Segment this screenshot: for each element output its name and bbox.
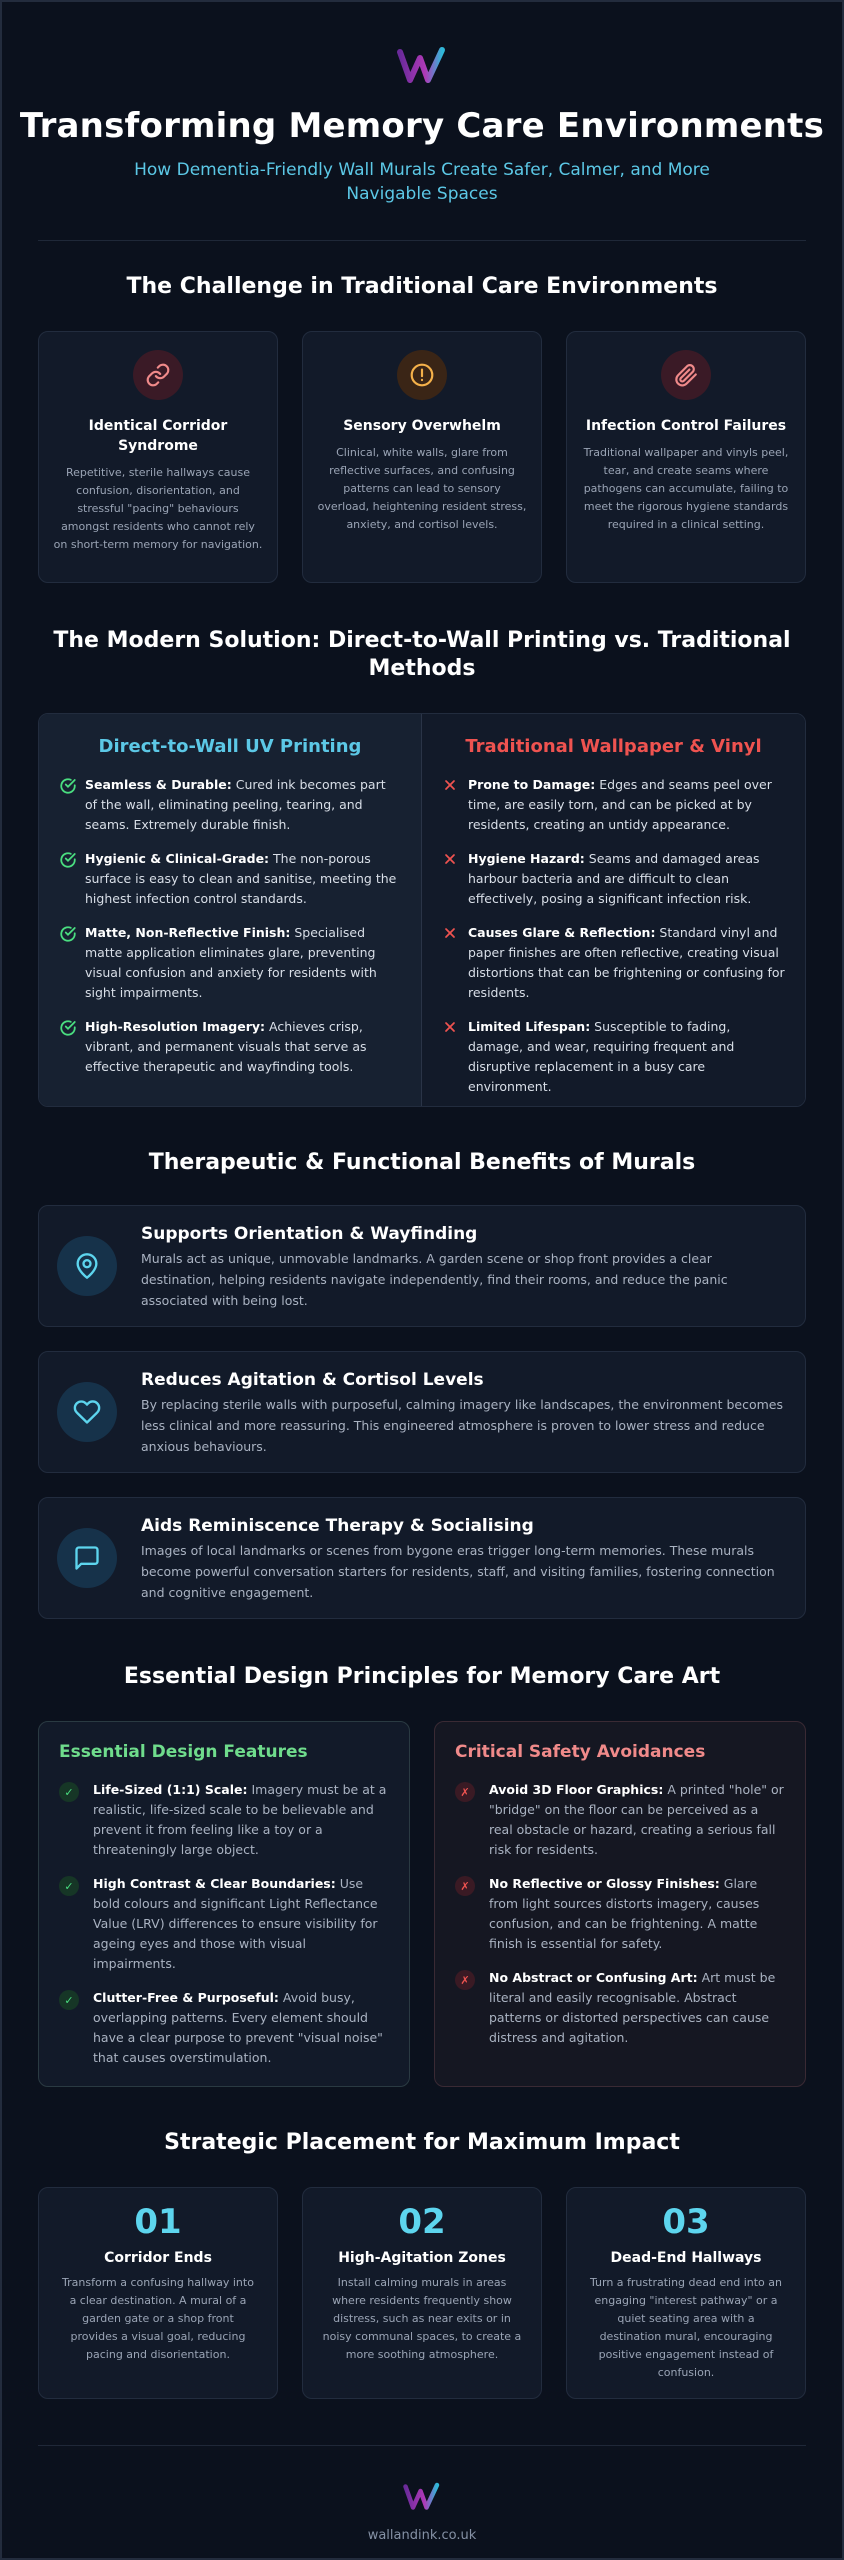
check-circle-icon [59, 1017, 85, 1077]
design-features-box [38, 1721, 410, 2087]
challenge-card-title: Sensory Overwhelm [343, 418, 501, 434]
comparison-item-head: Limited Lifespan: [468, 1019, 591, 1034]
link-icon [133, 350, 183, 400]
placement-card [38, 2187, 278, 2399]
comparison-con-item [442, 923, 785, 1003]
placement-desc: Turn a frustrating dead end into an engaging "interest pathway" or a quiet seating area with a destination mural, encouraging positive engagement instead of confusion. [589, 2276, 783, 2379]
challenge-card-title: Identical Corridor Syndrome [88, 418, 228, 454]
comparison-item-head: Prone to Damage: [468, 777, 596, 792]
benefits-section-title: Therapeutic & Functional Benefits of Murals [148, 1150, 696, 1175]
benefit-desc: Images of local landmarks or scenes from bygone eras trigger long-term memories. These murals become powerful conversation starters for residents, staff, and visiting families, fostering connection and cognitive engagement. [141, 1543, 775, 1600]
cross-icon: ✗ [455, 1876, 475, 1896]
placement-desc: Install calming murals in areas where residents frequently show distress, such as near exits or in noisy communal spaces, to create a more soothing atmosphere. [322, 2276, 522, 2361]
placement-card [302, 2187, 542, 2399]
design-item-text: Imagery must be at a realistic, life-sized scale to be believable and prevent it from feeling like a toy or a threateningly large object. [93, 1782, 387, 1857]
footer-website-link[interactable]: wallandink.co.uk [367, 2528, 477, 2543]
design-item-text: Glare from light sources distorts imagery, causes confusion, and can be frightening. A matte finish is essential for safety. [489, 1876, 760, 1951]
comparison-item-head: Hygienic & Clinical-Grade: [85, 851, 270, 866]
placement-title: Dead-End Hallways [610, 2250, 762, 2266]
placement-number: 01 [134, 2202, 182, 2242]
design-features-title: Essential Design Features [59, 1742, 308, 1762]
design-item-head: High Contrast & Clear Boundaries: [93, 1876, 336, 1891]
divider [38, 240, 806, 241]
comparison-item-head: Matte, Non-Reflective Finish: [85, 925, 291, 940]
design-avoid-item [455, 1874, 785, 1954]
paperclip-icon [661, 350, 711, 400]
placement-cards [38, 2187, 806, 2399]
cross-icon: ✗ [455, 1782, 475, 1802]
design-avoid-item [455, 1780, 785, 1860]
comparison-con-item [442, 775, 785, 835]
design-avoid-box [434, 1721, 806, 2087]
check-circle-icon [59, 775, 85, 835]
check-icon: ✓ [59, 1990, 79, 2010]
benefit-card [38, 1497, 806, 1619]
heart-icon [57, 1382, 117, 1442]
comparison-pro-item [59, 923, 401, 1003]
design-item-text: Use bold colours and significant Light Reflectance Value (LRV) differences to ensure visibility for ageing eyes and those with visual impairments. [93, 1876, 378, 1971]
benefit-card [38, 1205, 806, 1327]
comparison-item-head: Hygiene Hazard: [468, 851, 585, 866]
placement-title: Corridor Ends [104, 2250, 212, 2266]
x-icon [442, 923, 468, 1003]
design-feature-item [59, 1988, 389, 2068]
benefit-desc: Murals act as unique, unmovable landmarks. A garden scene or shop front provides a clear destination, helping residents navigate independently, find their rooms, and reduce the panic associated with being lost. [141, 1251, 728, 1308]
comparison-wallpaper-column [422, 714, 805, 1106]
placement-title: High-Agitation Zones [338, 2250, 506, 2266]
challenge-card-title: Infection Control Failures [585, 418, 787, 434]
design-avoid-title: Critical Safety Avoidances [455, 1742, 706, 1762]
solution-section-title: The Modern Solution: Direct-to-Wall Printing vs. Traditional Methods [53, 628, 791, 681]
comparison-item-head: Causes Glare & Reflection: [468, 925, 656, 940]
comparison-item-text: Edges and seams peel over time, are easily torn, and can be picked at by residents, creating an untidy appearance. [468, 777, 772, 832]
comparison-pro-item [59, 849, 401, 909]
comparison-item-text: Achieves crisp, vibrant, and permanent visuals that serve as effective therapeutic and wayfinding tools. [85, 1019, 367, 1074]
design-item-head: No Abstract or Confusing Art: [489, 1970, 698, 1985]
footer-logo [2, 2446, 842, 2512]
benefit-title: Aids Reminiscence Therapy & Socialising [141, 1516, 534, 1536]
design-item-head: Clutter-Free & Purposeful: [93, 1990, 279, 2005]
comparison-uv-title: Direct-to-Wall UV Printing [98, 736, 362, 757]
cross-icon: ✗ [455, 1970, 475, 1990]
x-icon [442, 1017, 468, 1097]
comparison-item-text: Cured ink becomes part of the wall, eliminating peeling, tearing, and seams. Extremely durable finish. [85, 777, 386, 832]
comparison-con-item [442, 1017, 785, 1097]
challenge-card [566, 331, 806, 583]
comparison-wallpaper-title: Traditional Wallpaper & Vinyl [465, 736, 762, 757]
brand-logo-mark [396, 46, 448, 86]
comparison-item-text: Specialised matte application eliminates glare, preventing visual confusion and anxiety for residents with sight impairments. [85, 925, 377, 1000]
page-subtitle: How Dementia-Friendly Wall Murals Create Safer, Calmer, and More Navigable Spaces [134, 160, 710, 204]
placement-card [566, 2187, 806, 2399]
challenge-card-desc: Traditional wallpaper and vinyls peel, tear, and create seams where pathogens can accumulate, failing to meet the rigorous hygiene standards required in a clinical setting. [583, 446, 789, 531]
brand-logo [2, 2, 842, 86]
chat-icon [57, 1528, 117, 1588]
check-icon: ✓ [59, 1782, 79, 1802]
design-item-text: Avoid busy, overlapping patterns. Every element should have a clear purpose to prevent "visual noise" that causes overstimulation. [93, 1990, 383, 2065]
design-item-text: Art must be literal and easily recognisable. Abstract patterns or distorted perspectives can cause distress and agitation. [489, 1970, 776, 2045]
placement-desc: Transform a confusing hallway into a clear destination. A mural of a garden gate or a shop front provides a visual goal, reducing pacing and disorientation. [62, 2276, 254, 2361]
check-icon: ✓ [59, 1876, 79, 1896]
challenge-card [302, 331, 542, 583]
brand-logo-mark [402, 2482, 442, 2512]
design-columns [38, 1721, 806, 2087]
benefit-title: Reduces Agitation & Cortisol Levels [141, 1370, 484, 1390]
check-circle-icon [59, 923, 85, 1003]
alert-icon [397, 350, 447, 400]
x-icon [442, 849, 468, 909]
benefit-desc: By replacing sterile walls with purposeful, calming imagery like landscapes, the environment becomes less clinical and more reassuring. This engineered atmosphere is proven to lower stress and reduce anxious behaviours. [141, 1397, 783, 1454]
placement-number: 03 [662, 2202, 710, 2242]
design-item-text: A printed "hole" or "bridge" on the floor can be perceived as a real obstacle or hazard, creating a serious fall risk for residents. [489, 1782, 784, 1857]
comparison-pro-item [59, 775, 401, 835]
comparison-uv-column [39, 714, 422, 1106]
design-item-head: Life-Sized (1:1) Scale: [93, 1782, 248, 1797]
design-avoid-item [455, 1968, 785, 2048]
design-section-title: Essential Design Principles for Memory Care Art [123, 1664, 721, 1689]
page-title: Transforming Memory Care Environments [19, 106, 825, 146]
challenge-card-desc: Clinical, white walls, glare from reflective surfaces, and confusing patterns can lead to sensory overload, heightening resident stress, anxiety, and cortisol levels. [317, 446, 527, 531]
challenge-cards [38, 331, 806, 583]
comparison-item-head: High-Resolution Imagery: [85, 1019, 266, 1034]
x-icon [442, 775, 468, 835]
placement-section-title: Strategic Placement for Maximum Impact [164, 2130, 680, 2155]
comparison-pro-item [59, 1017, 401, 1077]
design-item-head: Avoid 3D Floor Graphics: [489, 1782, 664, 1797]
comparison-item-text: The non-porous surface is easy to clean and sanitise, meeting the highest infection control standards. [85, 851, 397, 906]
placement-number: 02 [398, 2202, 446, 2242]
comparison-table [38, 713, 806, 1107]
challenge-card [38, 331, 278, 583]
design-feature-item [59, 1874, 389, 1974]
map-pin-icon [57, 1236, 117, 1296]
benefit-title: Supports Orientation & Wayfinding [141, 1224, 478, 1244]
design-feature-item [59, 1780, 389, 1860]
comparison-item-text: Susceptible to fading, damage, and wear, requiring frequent and disruptive replacement in a busy care environment. [468, 1019, 735, 1094]
comparison-item-text: Seams and damaged areas harbour bacteria and are difficult to clean effectively, posing a significant infection risk. [468, 851, 760, 906]
design-item-head: No Reflective or Glossy Finishes: [489, 1876, 720, 1891]
comparison-item-text: Standard vinyl and paper finishes are often reflective, creating visual distortions that can be frightening or confusing for residents. [468, 925, 785, 1000]
comparison-item-head: Seamless & Durable: [85, 777, 232, 792]
check-circle-icon [59, 849, 85, 909]
challenge-section-title: The Challenge in Traditional Care Environments [126, 274, 718, 299]
challenge-card-desc: Repetitive, sterile hallways cause confusion, disorientation, and stressful "pacing" behaviours amongst residents who cannot rely on short-term memory for navigation. [53, 466, 263, 551]
comparison-con-item [442, 849, 785, 909]
benefit-card [38, 1351, 806, 1473]
